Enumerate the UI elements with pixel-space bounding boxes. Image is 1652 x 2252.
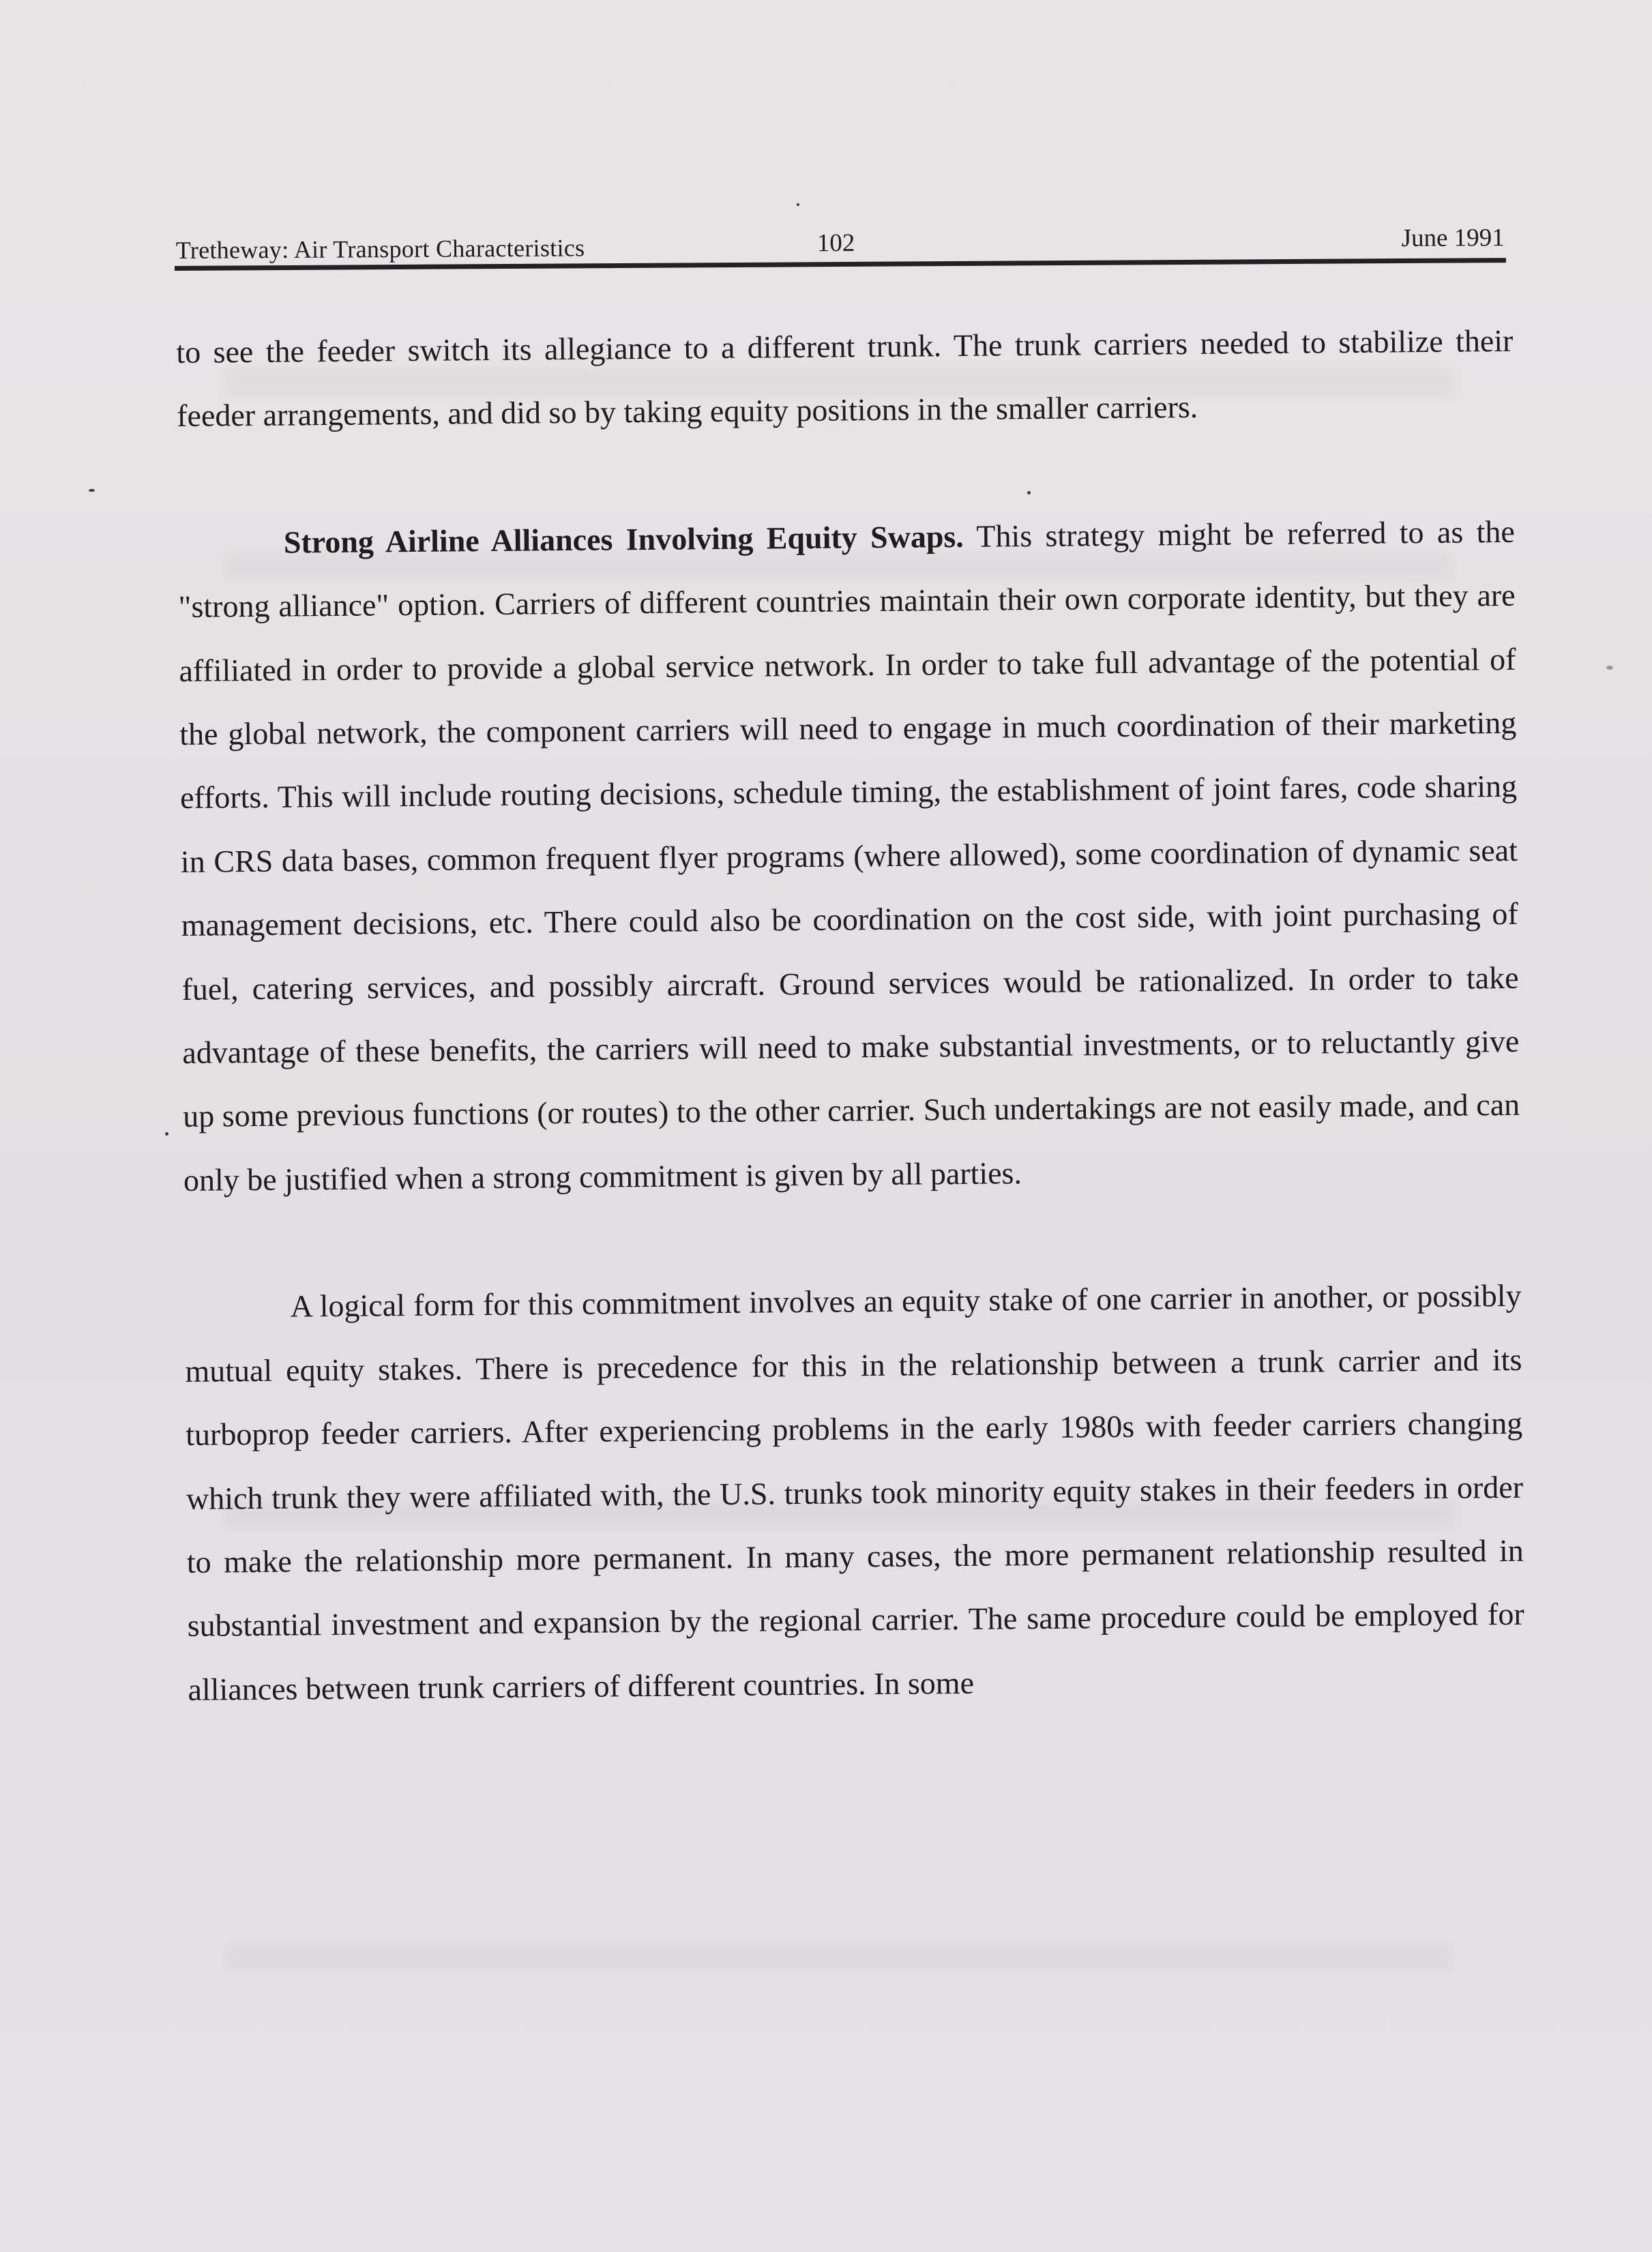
paragraph-2 <box>177 500 1520 1213</box>
paragraph-2-body: This strategy might be referred to as the "strong alliance" option. Carriers of different countries maintain their own corporate identity, but they are affiliated in order to provide a global service network. In order to take full advantage of the potential of the global network, the component carriers will need to engage in much coordination of their marketing efforts. This will include routing decisions, schedule timing, the establishment of joint fares, code sharing in CRS data bases, common frequent flyer programs (where allowed), some coordination of dynamic seat management decisions, etc. There could also be coordination on the cost side, with joint purchasing of fuel, catering services, and possibly aircraft. Ground services would be rationalized. In order to take advantage of these benefits, the carriers will need to make substantial investments, or to reluctantly give up some previous functions (or routes) to the other carrier. Such undertakings are not easily made, and can only be justified when a strong commitment is given by all parties. <box>178 514 1520 1198</box>
scan-speck <box>165 1132 168 1136</box>
scan-speck <box>797 203 799 206</box>
scan-speck <box>1606 666 1613 670</box>
scan-speck <box>89 489 95 492</box>
paragraph-3: A logical form for this commitment involves an equity stake of one carrier in another, or possibly mutual equity stakes. There is precedence for this in the relationship between a trunk carrier and its turboprop feeder carriers. After experiencing problems in the early 1980s with feeder carriers changing which trunk they were affiliated with, the U.S. trunks took minority equity stakes in their feeders in order to make the relationship more permanent. In many cases, the more permanent relationship resulted in substantial investment and expansion by the regional carrier. The same procedure could be employed for alliances between trunk carriers of different countries. In some <box>185 1278 1524 1707</box>
header-title: Tretheway: Air Transport Characteristics <box>175 234 585 264</box>
paragraph-1: to see the feeder switch its allegiance to a different trunk. The trunk carriers needed to stabilize their feeder arrangements, and did so by taking equity positions in the smaller carriers. <box>176 323 1514 434</box>
section-heading: Strong Airline Alliances Involving Equity Swaps. <box>283 518 964 560</box>
scan-speck <box>1027 491 1031 494</box>
running-header <box>175 217 1506 271</box>
bleed-through-shadow <box>225 1944 1453 1971</box>
body-text <box>176 309 1525 1721</box>
page-number: 102 <box>816 228 855 258</box>
header-date: June 1991 <box>1401 224 1505 253</box>
